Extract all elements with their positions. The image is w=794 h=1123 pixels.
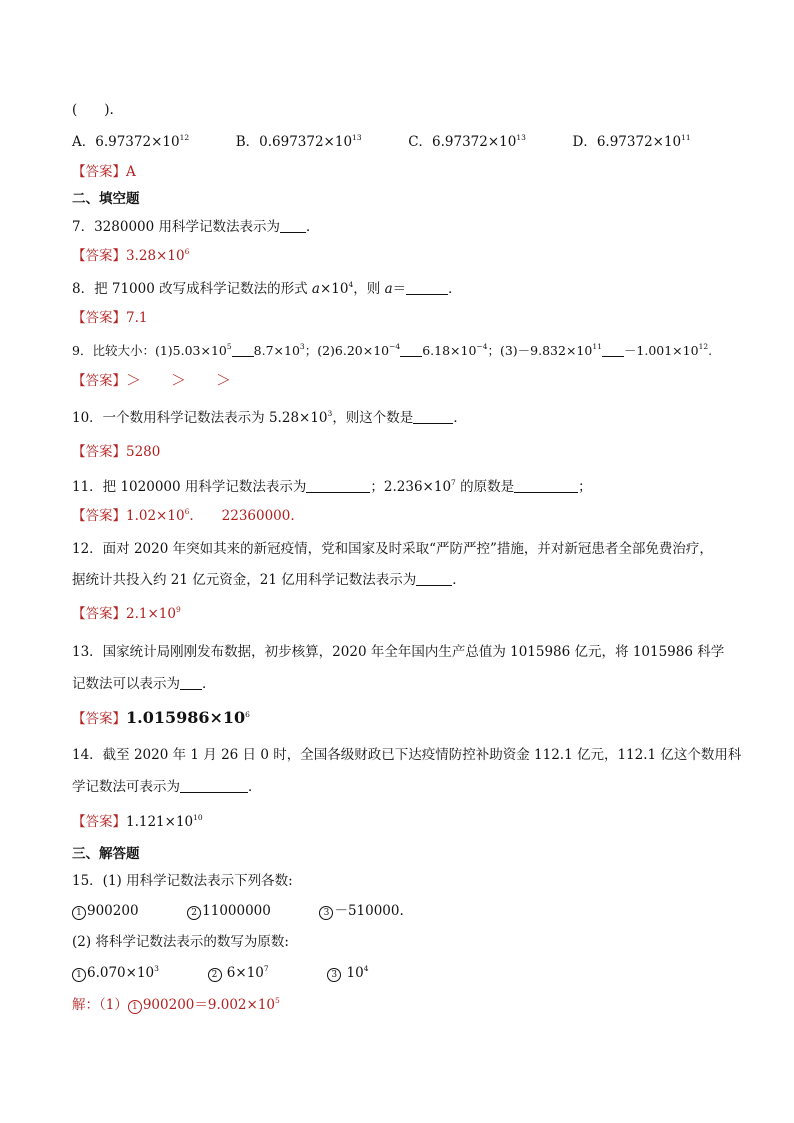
q8-text: 8．把 71000 改写成科学记数法的形式 $a\times 10^4$，则 a＝ ．: [72, 280, 462, 297]
q6-option-b: B．$0.697372\times 10^{13}$: [235, 133, 362, 150]
q6-option-a: A．$6.97372\times 10^{12}$: [72, 133, 190, 150]
q14-blank: [180, 780, 248, 793]
q10-answer: 【答案】5280: [72, 444, 161, 460]
q10-text: 10．一个数用科学记数法表示为 $5.28\times 10^3$，则这个数是 ．: [72, 409, 467, 426]
q11-blank-1: [306, 480, 370, 493]
q9-blank-2: [400, 344, 422, 357]
q6-answer: 【答案】A: [72, 164, 136, 180]
q6-paren-text: ( ).: [72, 102, 114, 118]
q7-text: 7．3280000 用科学记数法表示为 ．: [72, 219, 320, 235]
q10-blank: [413, 411, 453, 424]
q15-part1-items: [72, 905, 404, 920]
q15-item1-2: 2 11000000: [187, 903, 271, 919]
q12-line1: 12．面对 2020 年突如其来的新冠疫情，党和国家及时采取“严防严控”措施，并对新冠患者全部免费治疗，: [72, 541, 713, 557]
q12-answer: 【答案】$2.1\times 10^9$: [72, 605, 181, 622]
q15-item2-2: 2 $6\times 10^7$: [208, 965, 269, 981]
q7-blank: [280, 220, 306, 233]
q15-solution: 解：（1） 1 $900200=9.002\times 10^5$: [72, 996, 280, 1013]
q13-blank: [180, 677, 202, 690]
q6-paren: [72, 104, 114, 118]
q6-options: [72, 133, 691, 150]
q9-text: 9．比较大小：$(1)5.03\times 10^5$ $8.7\times 10^3$；$(2)6.20\times 10^{-4}$ $6.18\times 10^{-4}$；$(3)-9.832\times 10^{11} -1.001\times 10^{12}$.: [72, 342, 713, 358]
q15-part2-text: (2) 将科学记数法表示的数写为原数:: [72, 934, 289, 950]
q13-line2: 记数法可以表示为 ．: [72, 676, 216, 692]
q15-item1-3: 3 －510000.: [319, 903, 403, 919]
q8-blank: [406, 282, 448, 295]
q14-line1: 14．截至 2020 年 1 月 26 日 0 时，全国各级财政已下达疫情防控补助资金 112.1 亿元，112.1 亿这个数用科: [72, 747, 742, 763]
q15-item1-1: 1 900200: [72, 903, 139, 919]
q11-text: 11．把 1020000 用科学记数法表示为 ；$2.236\times 10^7$ 的原数是 ；: [72, 478, 592, 495]
q6-option-c: C．$6.97372\times 10^{13}$: [408, 133, 526, 150]
q9-answer: 【答案】＞ ＞ ＞: [72, 371, 232, 389]
q11-answer: 【答案】$1.02\times 10^6$. 22360000.: [72, 507, 295, 524]
q15-item2-3: 3 $10^4$: [327, 965, 368, 981]
q15-part1-text: 15．(1) 用科学记数法表示下列各数:: [72, 873, 293, 889]
section-fill-blank-title: 二、填空题: [72, 191, 140, 207]
q14-line2: 学记数法可表示为 ．: [72, 779, 262, 795]
q6-option-d: D．$6.97372\times 10^{11}$: [572, 133, 691, 150]
q12-line2: 据统计共投入约 21 亿元资金，21 亿用科学记数法表示为 ．: [72, 572, 466, 588]
q15-part2-items: [72, 964, 369, 982]
q15-item2-1: 1 $6.070\times 10^3$: [72, 965, 159, 981]
q9-blank-3: [602, 344, 624, 357]
q9-blank-1: [232, 344, 254, 357]
q12-blank: [416, 573, 452, 586]
q8-answer: 【答案】7.1: [72, 310, 148, 326]
q13-answer: 【答案】$1.015986\times 10^6$: [72, 708, 250, 727]
q11-blank-2: [514, 480, 578, 493]
q13-line1: 13．国家统计局刚刚发布数据，初步核算，2020 年全年国内生产总值为 1015986 亿元，将 1015986 科学: [72, 644, 725, 660]
q7-answer: 【答案】$3.28\times 10^6$: [72, 247, 190, 264]
q14-answer: 【答案】$1.121\times 10^{10}$: [72, 813, 203, 830]
section-solve-title: 三、解答题: [72, 846, 140, 862]
